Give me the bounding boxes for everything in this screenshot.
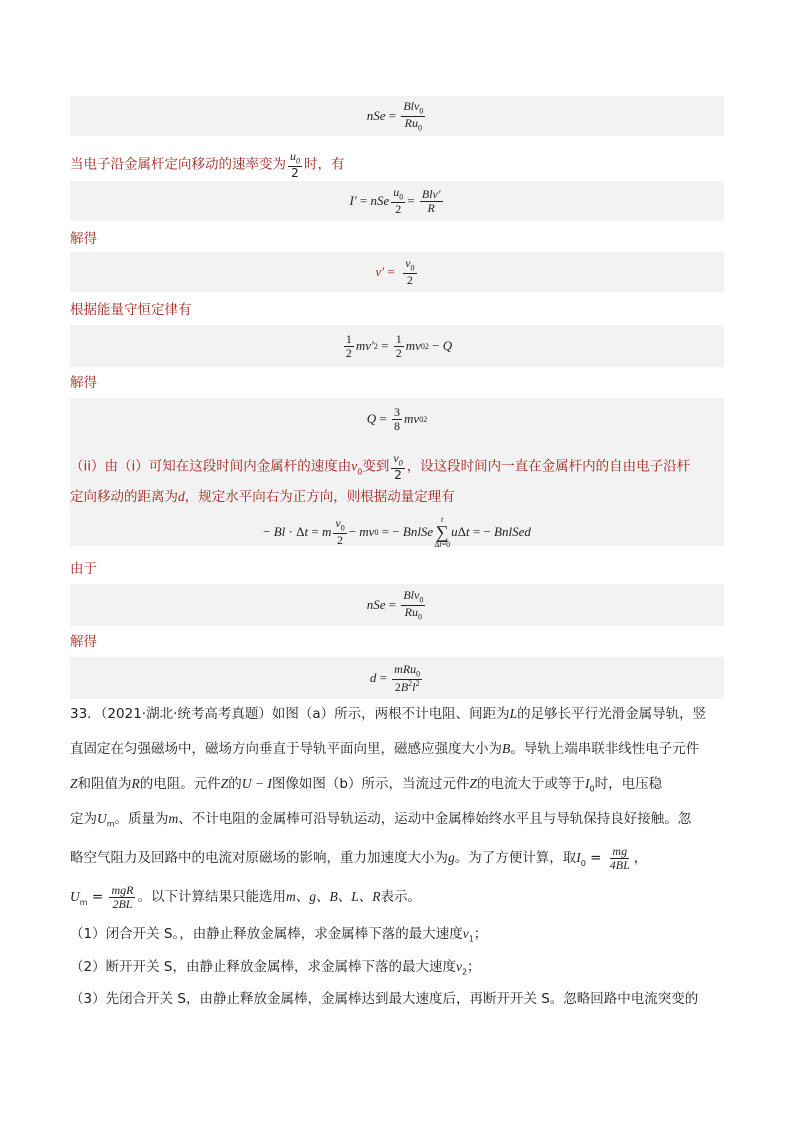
text-line-1: 当电子沿金属杆定向移动的速率变为 $\frac{u_0}{2}$ 时，有 [70,149,345,180]
text-line-2: 解得 [70,231,97,247]
equation-block-3: v′ = $\frac{v_0}{2}$ [70,252,724,292]
text-line-4: 解得 [70,375,97,391]
problem-line-5: 略空气阻力及回路中的电流对原磁场的影响，重力加速度大小为g。为了方便计算，取$I_0$ = $\frac{mg}{4BL}$ ， [70,844,648,872]
question-1: （1）闭合开关 S。，由静止释放金属棒，求金属棒下落的最大速度$v_1$； [70,926,488,944]
equation-block-1: nSe = $\frac{Blv_0}{Ru_0}$ [70,96,724,136]
problem-line-2: 直固定在匀强磁场中，磁场方向垂直于导轨平面向里，磁感应强度大小为B。导轨上端串联非线性电子元件 [70,741,700,757]
problem-line-4: 定为$U_m$。质量为m、不计电阻的金属棒可沿导轨运动，运动中金属棒始终水平且与导轨保持良好接触。忽 [70,811,692,829]
text-line-3: 根据能量守恒定律有 [70,302,192,318]
question-2: （2）断开开关 S，由静止释放金属棒，求金属棒下落的最大速度$v_2$； [70,959,481,977]
equation-block-5: Q = $\frac{3}{8}$ mv 0 2 [70,398,724,440]
text-line-7: 由于 [70,561,97,577]
problem-line-6: $U_m$ = $\frac{\text{mgR}}{2BL}$ 。以下计算结果只能选用m、g、B、L、R表示。 [70,883,421,911]
problem-line-3: Z和阻值为R的电阻。元件Z的U − I图像如图（b）所示，当流过元件Z的电流大于或等于$I_0$时，电压稳 [70,776,663,794]
equation-block-4: $\frac{1}{2}$ mv′ 2 = $\frac{1}{2}$ mv 0 2 − Q [70,325,724,367]
text-line-8: 解得 [70,634,97,650]
equation-block-6: − Bl · Δ t = m $\frac{v_0}{2}$ − mv 0 = − BnlSe t ∑ Δt=0 u Δ t = − BnlSed [263,514,531,549]
problem-line-1: 33．（2021·湖北·统考高考真题）如图（a）所示，两根不计电阻、间距为L的足够长平行光滑金属导轨，竖 [70,706,707,722]
text-line-5: （ii）由（i）可知在这段时间内金属杆的速度由$v_0$变到 $\frac{v_0}{2}$ ，设这段时间内一直在金属杆内的自由电子沿杆 [70,451,691,482]
equation-block-8: d = $\frac{mRu_0}{2B^2l^2}$ [70,657,724,699]
equation-block-2: I′ = nSe $\frac{u_0}{2}$ = $\frac{\text{Blv′}}{R}$ [70,181,724,221]
equation-block-7: nSe = $\frac{Blv_0}{Ru_0}$ [70,584,724,626]
question-3: （3）先闭合开关 S，由静止释放金属棒，金属棒达到最大速度后，再断开开关 S。忽略回路中电流突变的 [70,991,699,1007]
text-line-6: 定向移动的距离为d，规定水平向右为正方向，则根据动量定理有 [70,489,455,505]
